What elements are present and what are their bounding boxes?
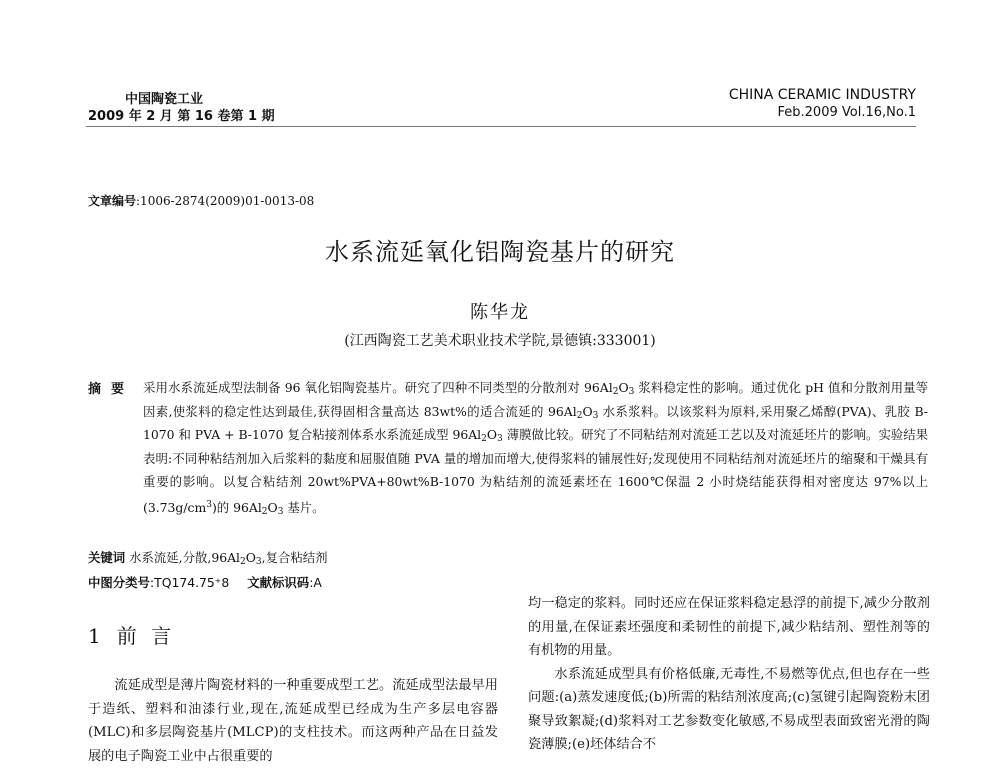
abstract-segment: O xyxy=(582,403,593,419)
subscript: 2 xyxy=(481,434,487,444)
abstract-segment: 浆料稳定性的影响。通过优化 pH 值和分散剂用量等因素,使浆料的稳定性达到最佳,获得固相含量高达 83wt%的适合流延的 96Al xyxy=(143,380,928,419)
subscript: 3 xyxy=(497,434,503,444)
article-number-label: 文章编号 xyxy=(88,194,137,208)
author-affiliation: (江西陶瓷工艺美术职业技术学院,景德镇:333001) xyxy=(344,333,656,349)
clc-value: :TQ174.75⁺8 xyxy=(149,575,230,590)
subscript: 3 xyxy=(592,410,599,421)
abstract-segment: O xyxy=(618,380,629,395)
subscript: 2 xyxy=(261,506,268,517)
abstract-text xyxy=(143,376,928,519)
header-divider xyxy=(86,126,916,127)
abstract-segment: 薄膜做比较。研究了不同粘结剂对流延工艺以及对流延坯片的影响。实验结果表明:不同种粘结剂加入后浆料的黏度和屈服值随 PVA 量的增加而增大,使得浆料的铺展性好;发现使用不同粘结剂对流延坯片的缩聚和干燥具有重要的影响。以复合粘结剂 20wt%PVA+80wt%B-1070 为粘结剂的流延素坯在 1600℃保温 2 小时烧结能获得相对密度达 97%以上(3.73g/cm xyxy=(143,427,929,515)
clc-label: 中图分类号 xyxy=(88,575,150,590)
classification-line xyxy=(88,573,322,591)
section-title: 前 言 xyxy=(116,624,176,648)
subscript: 2 xyxy=(612,387,619,397)
abstract-segment: 采用水系流延成型法制备 96 氧化铝陶瓷基片。研究了四种不同类型的分散剂对 96Al xyxy=(143,380,613,395)
keywords xyxy=(88,548,328,566)
abstract-segment: 基片。 xyxy=(283,499,325,515)
journal-name-cn: 中国陶瓷工业 xyxy=(125,92,204,107)
section-heading xyxy=(88,620,175,649)
subscript: 3 xyxy=(628,387,635,397)
paper-title: 水系流延氧化铝陶瓷基片的研究 xyxy=(325,238,675,266)
subscript: 3 xyxy=(277,506,284,517)
abstract-segment: )的 96Al xyxy=(211,499,262,515)
issue-info-cn: 2009 年 2 月 第 16 卷第 1 期 xyxy=(88,109,275,124)
keywords-label: 关键词 xyxy=(88,550,126,565)
abstract-segment: O xyxy=(486,427,498,442)
issue-info-en: Feb.2009 Vol.16,No.1 xyxy=(777,105,916,120)
keywords-segment: ,复合粘结剂 xyxy=(261,550,328,565)
subscript: 3 xyxy=(255,557,262,567)
body-paragraph-left: 流延成型是薄片陶瓷材料的一种重要成型工艺。流延成型法最早用于造纸、塑料和油漆行业,现在,流延成型已经成为生产多层电容器(MLC)和多层陶瓷基片(MLCP)的支柱技术。而这两种产品在日益发展的电子陶瓷工业中占很重要的 xyxy=(88,678,498,764)
keywords-segment: 水系流延,分散,96Al xyxy=(125,550,241,565)
superscript: 3 xyxy=(206,499,212,510)
section-number: 1 xyxy=(88,624,105,648)
body-paragraph: 均一稳定的浆料。同时还应在保证浆料稳定悬浮的前提下,减少分散剂的用量,在保证素坯强度和柔韧性的前提下,减少粘结剂、塑性剂等的有机物的用量。 xyxy=(528,596,930,658)
subscript: 2 xyxy=(240,557,246,567)
article-number-value: :1006-2874(2009)01-0013-08 xyxy=(136,194,315,208)
article-number xyxy=(88,192,314,209)
subscript: 2 xyxy=(576,410,583,421)
abstract-label: 摘要 xyxy=(88,382,135,397)
journal-name-en: CHINA CERAMIC INDUSTRY xyxy=(728,87,916,103)
keywords-segment: O xyxy=(245,550,256,565)
author-name: 陈华龙 xyxy=(470,302,530,323)
doc-code-value: :A xyxy=(309,575,322,590)
abstract-segment: O xyxy=(267,499,278,515)
abstract-segment: 水系浆料。以该浆料为原料,采用聚乙烯醇(PVA)、乳胶 B-1070 和 PVA + B-1070 复合粘接剂体系水系流延成型 96Al xyxy=(143,403,928,442)
body-column-right xyxy=(528,592,930,757)
body-paragraph: 水系流延成型具有价格低廉,无毒性,不易燃等优点,但也存在一些问题:(a)蒸发速度低;(b)所需的粘结剂浓度高;(c)氢键引起陶瓷粉末团聚导致絮凝;(d)浆料对工艺参数变化敏感,不易成型表面致密光滑的陶瓷薄膜;(e)坯体结合不 xyxy=(528,666,930,752)
doc-code-label: 文献标识码 xyxy=(247,575,310,590)
